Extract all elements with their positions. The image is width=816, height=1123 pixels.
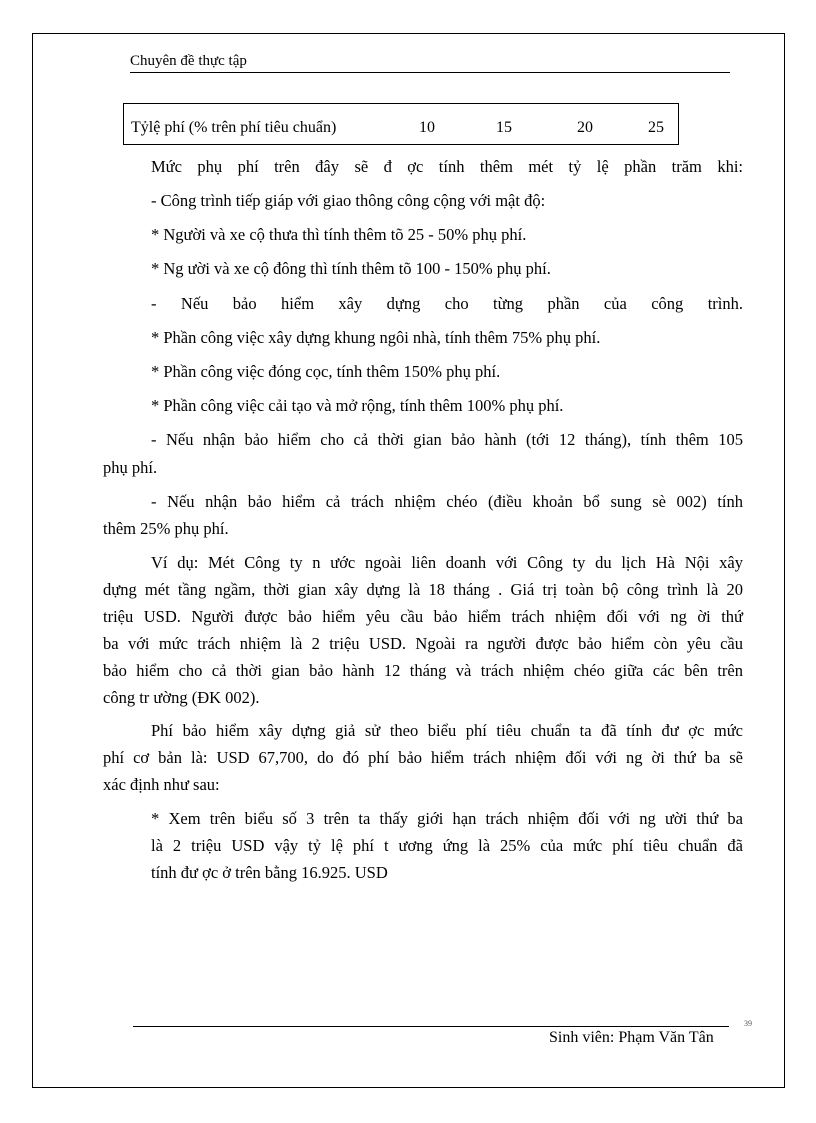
body-line: - Công trình tiếp giáp với giao thông công cộng với mật độ: <box>151 191 546 210</box>
body-line: phụ phí. <box>103 458 158 477</box>
body-line: Mức phụ phí trên đây sẽ đ ợc tính thêm mét tỷ lệ phần trăm khi: <box>151 157 743 176</box>
body-line: * Phần công việc xây dựng khung ngôi nhà, tính thêm 75% phụ phí. <box>151 328 601 347</box>
body-line: - Nếu nhận bảo hiểm cả trách nhiệm chéo (điều khoản bổ sung sè 002) tính <box>151 492 743 511</box>
body-line: triệu USD. Người được bảo hiểm yêu cầu bảo hiểm trách nhiệm đối với ng ời thứ <box>103 607 743 626</box>
rate-value: 25 <box>648 119 664 136</box>
rate-table <box>123 103 679 145</box>
body-line: Ví dụ: Mét Công ty n ước ngoài liên doanh với Công ty du lịch Hà Nội xây <box>151 553 743 572</box>
footer-author: Sinh viên: Phạm Văn Tân <box>549 1029 714 1046</box>
rate-value: 15 <box>496 119 512 136</box>
body-line: công tr ường (ĐK 002). <box>103 688 260 707</box>
body-line: thêm 25% phụ phí. <box>103 519 229 538</box>
body-line: là 2 triệu USD vậy tỷ lệ phí t ương ứng là 25% của mức phí tiêu chuẩn đã <box>151 836 743 855</box>
body-line: tính đư ợc ở trên bằng 16.925. USD <box>151 863 388 882</box>
rate-value: 10 <box>419 119 435 136</box>
page-header: Chuyên đề thực tập <box>130 52 730 73</box>
body-line: - Nếu nhận bảo hiểm cho cả thời gian bảo hành (tới 12 tháng), tính thêm 105 <box>151 430 743 449</box>
body-line: * Phần công việc đóng cọc, tính thêm 150% phụ phí. <box>151 362 501 381</box>
body-line: * Ng ười và xe cộ đông thì tính thêm tõ 100 - 150% phụ phí. <box>151 259 551 278</box>
page-number: 39 <box>744 1019 752 1028</box>
body-line: Phí bảo hiểm xây dựng giả sử theo biểu phí tiêu chuẩn ta đã tính đư ợc mức <box>151 721 743 740</box>
body-line: ba với mức trách nhiệm là 2 triệu USD. Ngoài ra người được bảo hiểm còn yêu cầu <box>103 634 743 653</box>
rate-value: 20 <box>577 119 593 136</box>
body-line: * Người và xe cộ thưa thì tính thêm tõ 25 - 50% phụ phí. <box>151 225 527 244</box>
body-line: * Xem trên biểu số 3 trên ta thấy giới hạn trách nhiệm đối với ng ười thứ ba <box>151 809 743 828</box>
body-line: bảo hiểm cho cả thời gian bảo hành 12 tháng và trách nhiệm chéo giữa các bên trên <box>103 661 743 680</box>
body-line: phí cơ bản là: USD 67,700, do đó phí bảo hiểm trách nhiệm đối với ng ời thứ ba sẽ <box>103 748 743 767</box>
footer-rule <box>133 1026 729 1027</box>
body-line: * Phần công việc cải tạo và mở rộng, tính thêm 100% phụ phí. <box>151 396 564 415</box>
body-line: - Nếu bảo hiểm xây dựng cho từng phần của công trình. <box>151 294 743 313</box>
body-line: dựng mét tầng ngầm, thời gian xây dựng là 18 tháng . Giá trị toàn bộ công trình là 20 <box>103 580 743 599</box>
rate-table-label: Tỷlệ phí (% trên phí tiêu chuẩn) <box>131 119 337 136</box>
body-line: xác định như sau: <box>103 775 220 794</box>
